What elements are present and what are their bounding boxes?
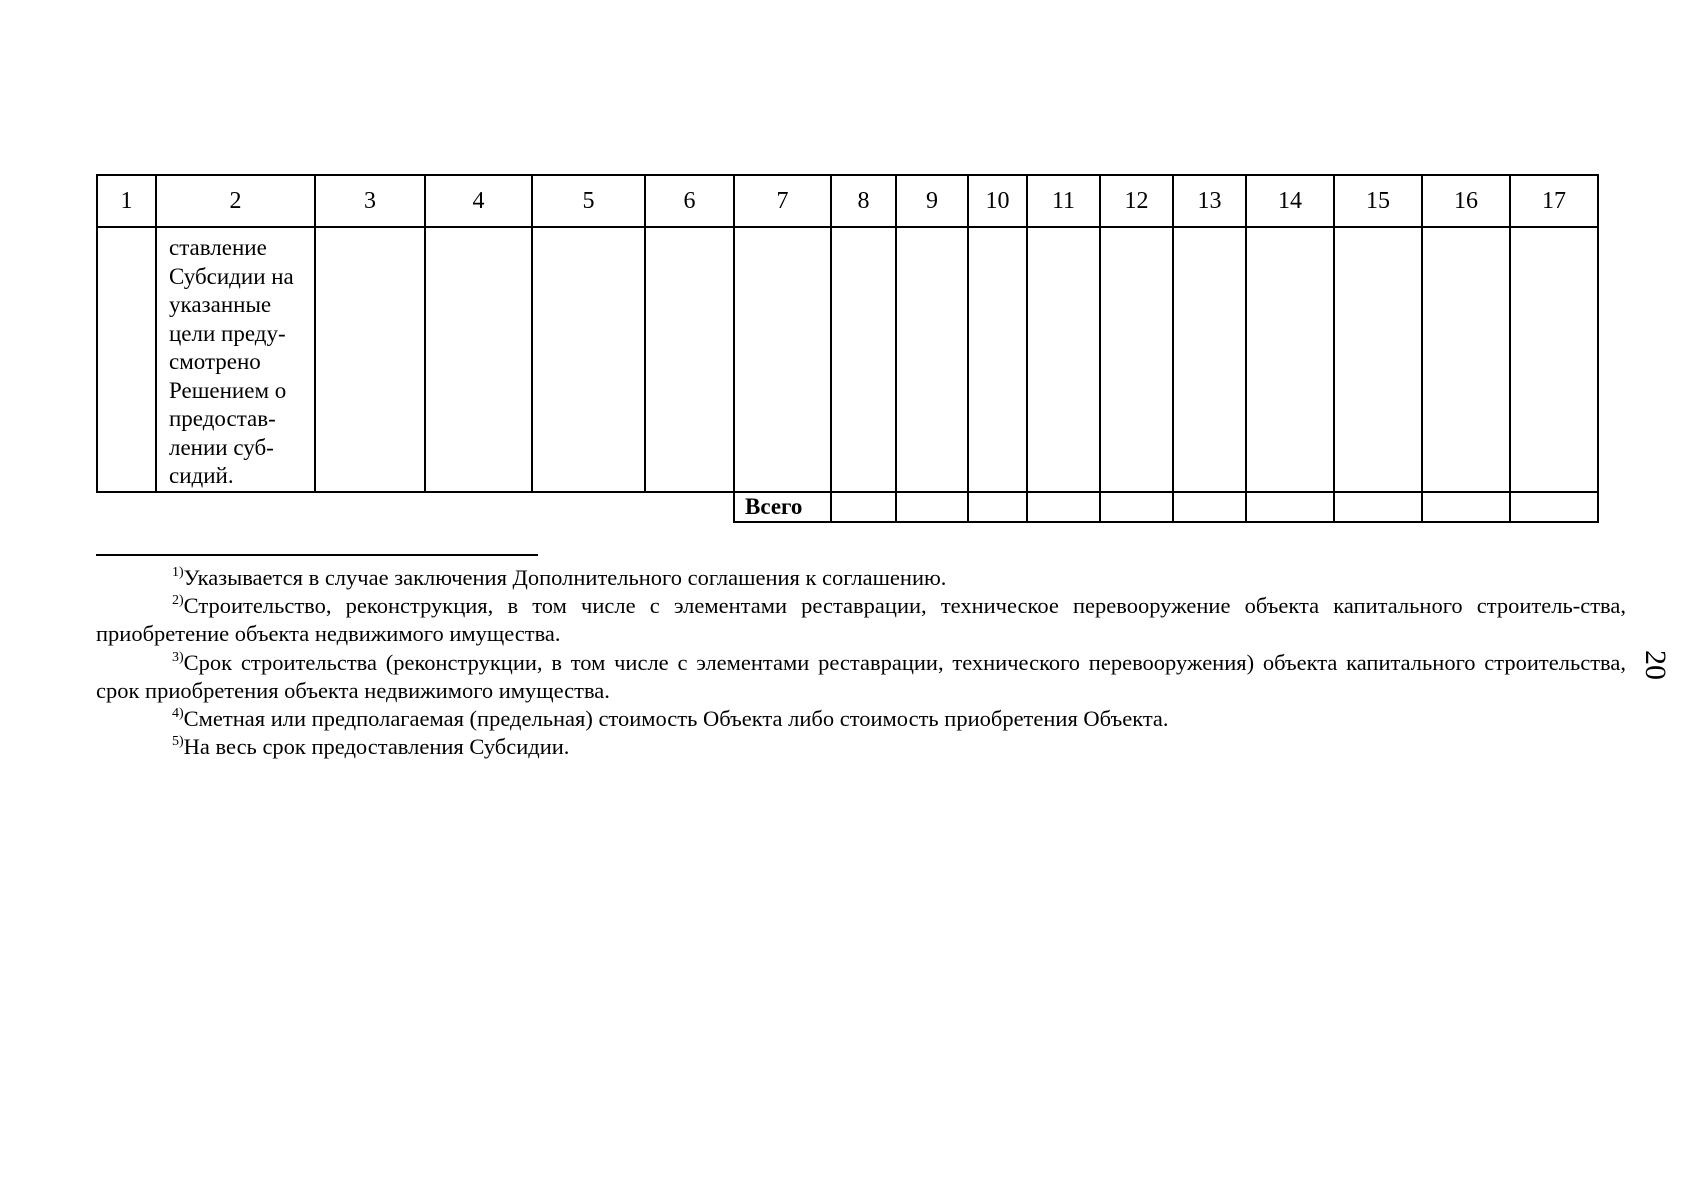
column-number-cell: 5 (532, 175, 645, 227)
total-cell (968, 492, 1027, 522)
table-cell (532, 227, 645, 492)
footnote-mark: 4) (172, 706, 184, 722)
table-cell (1334, 227, 1422, 492)
column-number-cell: 3 (315, 175, 425, 227)
subsidy-table (96, 174, 1599, 523)
footnote-text: Срок строительства (реконструкции, в том числе с элементами реставрации, технического перевооружения) объекта капитального строительства, срок приобретения объекта недвижимого имущества. (96, 649, 1626, 703)
column-number-cell: 7 (734, 175, 831, 227)
column-number-cell: 13 (1173, 175, 1246, 227)
cell-text-line: Субсидии на (169, 263, 294, 289)
blank-cell (97, 492, 734, 522)
total-cell (1246, 492, 1334, 522)
footnote (96, 649, 1626, 705)
table-cell (425, 227, 532, 492)
total-cell (1422, 492, 1510, 522)
footnote (96, 564, 1626, 592)
column-number-cell: 10 (968, 175, 1027, 227)
table-cell (1510, 227, 1598, 492)
total-row (97, 492, 1598, 522)
footnote-mark: 2) (172, 593, 184, 609)
column-number-cell: 14 (1246, 175, 1334, 227)
column-number-cell: 6 (645, 175, 734, 227)
total-cell (1334, 492, 1422, 522)
table-cell (315, 227, 425, 492)
footnote-separator (96, 554, 538, 556)
column-number-cell: 9 (896, 175, 968, 227)
table-cell (831, 227, 896, 492)
footnote (96, 705, 1626, 733)
cell-text-line: лении суб- (169, 434, 274, 460)
footnote (96, 592, 1626, 648)
table-cell (968, 227, 1027, 492)
cell-text-line: сидий. (169, 463, 234, 488)
table-cell (1422, 227, 1510, 492)
cell-text-line: указанные (169, 292, 272, 317)
table-cell (896, 227, 968, 492)
column-number-cell: 4 (425, 175, 532, 227)
table-cell (1173, 227, 1246, 492)
column-number-cell: 2 (156, 175, 315, 227)
footnote-text: На весь срок предоставления Субсидии. (183, 734, 570, 760)
table-row (97, 227, 1598, 492)
column-number-cell: 1 (97, 175, 156, 227)
footnote-mark: 3) (172, 649, 184, 665)
total-cell (1510, 492, 1598, 522)
table-cell (734, 227, 831, 492)
total-label: Всего (734, 492, 831, 522)
cell-text-line: Решением о (169, 377, 287, 403)
total-cell (1100, 492, 1173, 522)
total-cell (831, 492, 896, 522)
column-number-cell: 12 (1100, 175, 1173, 227)
table-cell (1100, 227, 1173, 492)
footnotes (96, 564, 1626, 761)
column-number-row (97, 175, 1598, 227)
cell-text-line: ставление (169, 235, 267, 260)
cell-text-line: смотрено (169, 349, 261, 374)
table-cell (97, 227, 156, 492)
purpose-text-cell (156, 227, 315, 492)
table-cell (645, 227, 734, 492)
footnote-text: Указывается в случае заключения Дополнительного соглашения к соглашению. (183, 565, 947, 590)
column-number-cell: 15 (1334, 175, 1422, 227)
cell-text-line: предостав- (169, 406, 276, 431)
cell-text-line: цели преду- (169, 320, 286, 346)
table-cell (1027, 227, 1100, 492)
footnote-text: Строительство, реконструкция, в том числе с элементами реставрации, техническое перевооружение объекта капитального строитель-ства, приобретение объекта недвижимого имущества. (96, 593, 1626, 647)
column-number-cell: 16 (1422, 175, 1510, 227)
total-cell (1173, 492, 1246, 522)
footnote-mark: 1) (172, 565, 184, 580)
table-cell (1246, 227, 1334, 492)
footnote-mark: 5) (172, 734, 184, 750)
column-number-cell: 8 (831, 175, 896, 227)
footnote-text: Сметная или предполагаемая (предельная) стоимость Объекта либо стоимость приобретения Объекта. (183, 706, 1169, 732)
page-number: 20 (1639, 650, 1672, 680)
total-cell (1027, 492, 1100, 522)
column-number-cell: 17 (1510, 175, 1598, 227)
footnote (96, 733, 1626, 761)
total-cell (896, 492, 968, 522)
column-number-cell: 11 (1027, 175, 1100, 227)
